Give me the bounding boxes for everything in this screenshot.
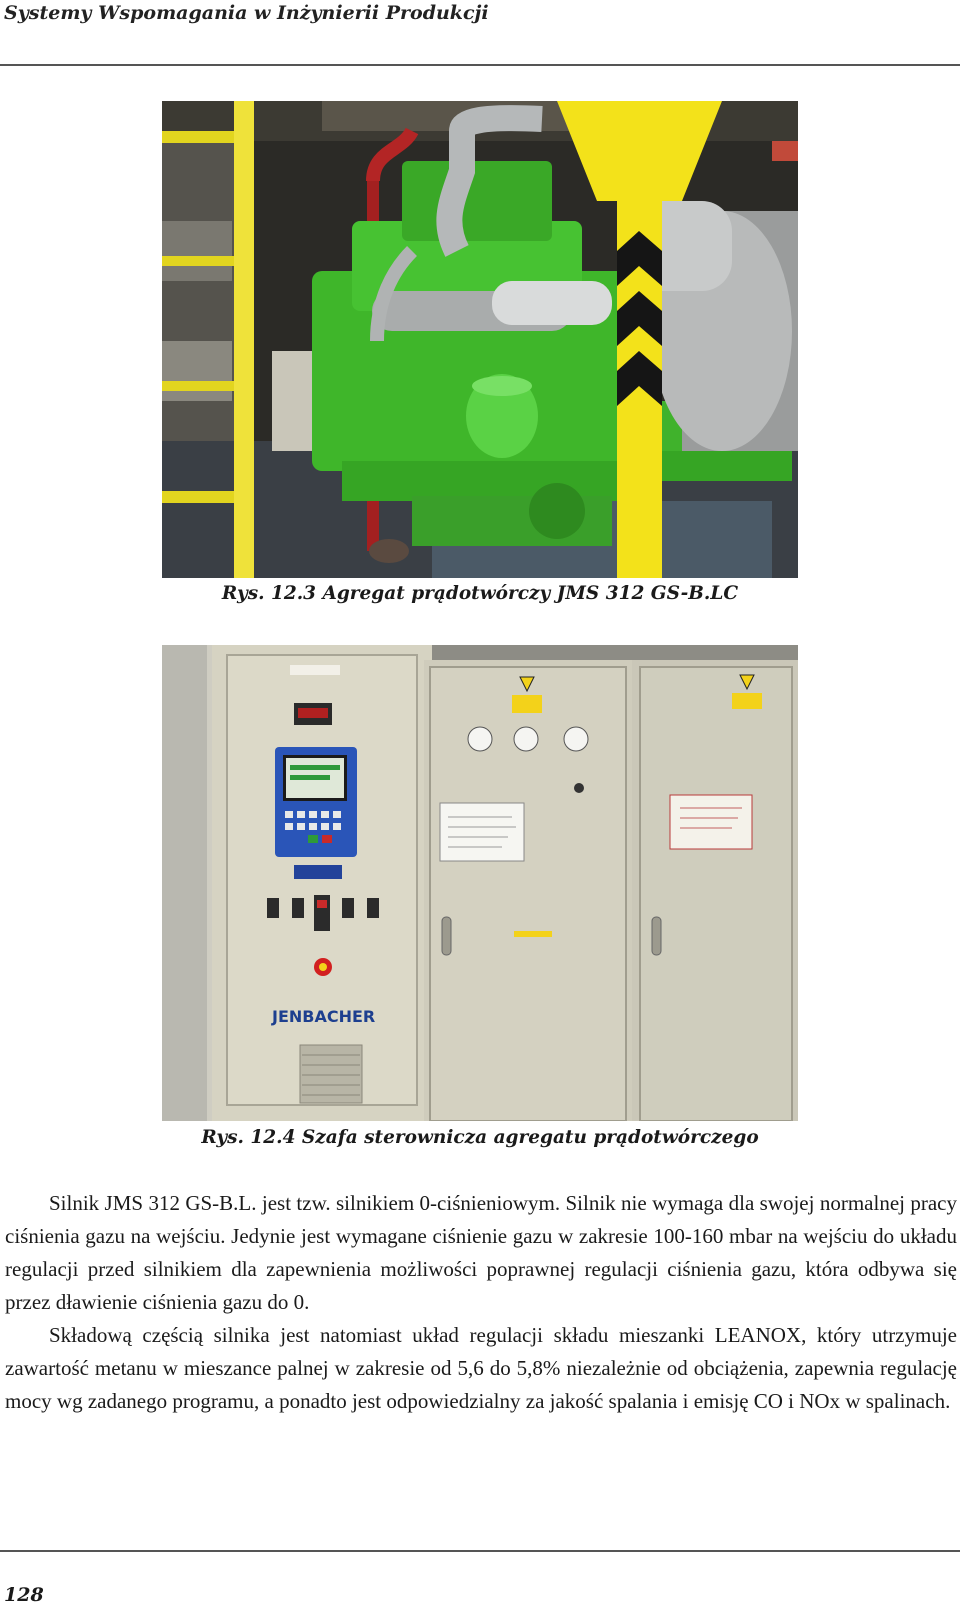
generator-illustration (162, 101, 798, 578)
page-number: 128 (4, 1584, 44, 1606)
figure-generator-photo (162, 101, 798, 578)
body-paragraph: Składową częścią silnika jest natomiast układ regulacji składu mieszanki LEANOX, który utrzymuje zawartość metanu w mieszance palnej w zakresie od 5,6 do 5,8% niezależnie od obciążenia, zapewnia regulację mocy wg zadanego programu, a ponadto jest odpowiedzialny za jakość spalania i emisję CO i NOx w spalinach. (5, 1323, 957, 1413)
footer-rule (0, 1550, 960, 1552)
figure-caption-generator: Rys. 12.3 Agregat prądotwórczy JMS 312 GS-B.LC (221, 583, 739, 604)
body-paragraph: Silnik JMS 312 GS-B.L. jest tzw. silnikiem 0-ciśnieniowym. Silnik nie wymaga dla swojej normalnej pracy ciśnienia gazu na wejściu. Jedynie jest wymagane ciśnienie gazu w zakresie 100-160 mbar na wejściu do układu regulacji przed silnikiem dla zapewnienia możliwości poprawnej regulacji ciśnienia gazu, która odbywa się przez dławienie ciśnienia gazu do 0. (5, 1191, 957, 1314)
figure-control-cabinet-photo (162, 645, 798, 1121)
header-rule (0, 64, 960, 66)
running-header: Systemy Wspomagania w Inżynierii Produkcji (4, 2, 489, 24)
body-text (5, 1187, 957, 1418)
figure-caption-control-cabinet: Rys. 12.4 Szafa sterownicza agregatu prądotwórczego (201, 1127, 759, 1148)
jenbacher-logo: JENBACHER (272, 1007, 376, 1026)
control-cabinet-illustration (162, 645, 798, 1121)
